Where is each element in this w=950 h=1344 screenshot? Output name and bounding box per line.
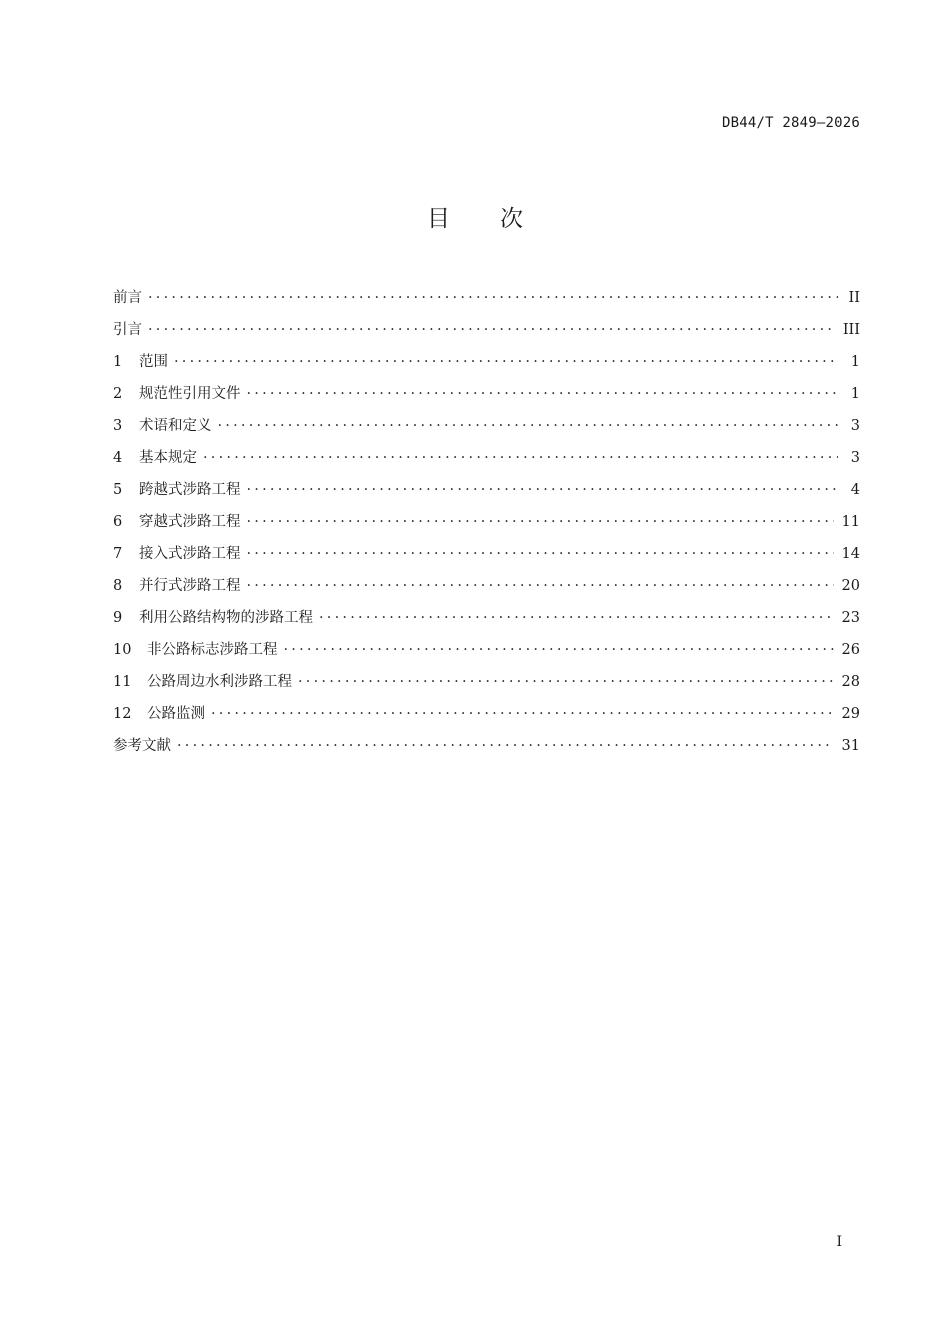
toc-leader-dots (247, 482, 839, 498)
toc-leader-dots (174, 354, 838, 370)
toc-entry-section-11[interactable] (113, 670, 860, 702)
toc-entry-number: 10 (113, 642, 132, 658)
toc-entry-label: 并行式涉路工程 (139, 578, 241, 594)
toc-entry-page: 20 (841, 578, 860, 594)
toc-entry-label: 基本规定 (139, 450, 197, 466)
toc-entry-page: 28 (841, 674, 860, 690)
table-of-contents (113, 286, 860, 766)
toc-entry-label: 跨越式涉路工程 (139, 482, 241, 498)
toc-entry-page: 29 (841, 706, 860, 722)
toc-leader-dots (148, 290, 838, 306)
toc-entry-number: 8 (113, 578, 123, 594)
toc-entry-number: 7 (113, 546, 123, 562)
toc-entry-label: 非公路标志涉路工程 (147, 642, 278, 658)
toc-entry-page: 1 (850, 354, 860, 370)
toc-entry-bibliography[interactable] (113, 734, 860, 766)
toc-entry-number: 12 (113, 706, 132, 722)
toc-entry-page: 14 (841, 546, 860, 562)
toc-entry-page: II (848, 290, 860, 306)
toc-entry-label: 穿越式涉路工程 (139, 514, 241, 530)
toc-leader-dots (247, 578, 834, 594)
toc-entry-section-8[interactable] (113, 574, 860, 606)
toc-leader-dots (218, 418, 839, 434)
toc-entry-page: 1 (850, 386, 860, 402)
toc-entry-label: 公路周边水利涉路工程 (147, 674, 292, 690)
toc-entry-number: 11 (113, 674, 132, 690)
toc-entry-label: 引言 (113, 322, 142, 338)
toc-entry-label: 接入式涉路工程 (139, 546, 241, 562)
toc-entry-section-10[interactable] (113, 638, 860, 670)
toc-entry-section-2[interactable] (113, 382, 860, 414)
toc-entry-page: III (842, 322, 860, 338)
toc-leader-dots (319, 610, 834, 626)
toc-entry-number: 6 (113, 514, 123, 530)
toc-entry-introduction[interactable] (113, 318, 860, 350)
toc-leader-dots (177, 738, 834, 754)
toc-entry-number: 1 (113, 354, 123, 370)
toc-entry-label: 规范性引用文件 (139, 386, 241, 402)
toc-leader-dots (298, 674, 834, 690)
toc-entry-section-12[interactable] (113, 702, 860, 734)
toc-entry-page: 26 (841, 642, 860, 658)
toc-entry-section-3[interactable] (113, 414, 860, 446)
toc-entry-number: 5 (113, 482, 123, 498)
standard-code: DB44/T 2849—2026 (721, 115, 860, 131)
toc-entry-section-9[interactable] (113, 606, 860, 638)
toc-entry-page: 31 (841, 738, 860, 754)
toc-leader-dots (247, 386, 839, 402)
toc-entry-number: 4 (113, 450, 123, 466)
toc-entry-section-4[interactable] (113, 446, 860, 478)
toc-entry-section-7[interactable] (113, 542, 860, 574)
toc-leader-dots (211, 706, 834, 722)
toc-entry-number: 3 (113, 418, 123, 434)
toc-entry-number: 2 (113, 386, 123, 402)
toc-entry-label: 公路监测 (147, 706, 205, 722)
toc-leader-dots (203, 450, 838, 466)
toc-entry-page: 3 (850, 450, 860, 466)
toc-entry-label: 前言 (113, 290, 142, 306)
toc-entry-label: 范围 (139, 354, 168, 370)
toc-title: 目次 (427, 206, 573, 232)
toc-entry-page: 3 (850, 418, 860, 434)
toc-entry-section-1[interactable] (113, 350, 860, 382)
toc-leader-dots (247, 514, 834, 530)
toc-entry-label: 参考文献 (113, 738, 171, 754)
toc-entry-page: 4 (850, 482, 860, 498)
toc-leader-dots (284, 642, 834, 658)
toc-leader-dots (148, 322, 835, 338)
toc-leader-dots (247, 546, 834, 562)
toc-entry-label: 术语和定义 (139, 418, 212, 434)
toc-entry-section-6[interactable] (113, 510, 860, 542)
toc-entry-label: 利用公路结构物的涉路工程 (139, 610, 313, 626)
toc-entry-foreword[interactable] (113, 286, 860, 318)
toc-entry-page: 23 (841, 610, 860, 626)
toc-entry-number: 9 (113, 610, 123, 626)
toc-entry-page: 11 (841, 514, 860, 530)
toc-entry-section-5[interactable] (113, 478, 860, 510)
page-number: I (836, 1234, 842, 1250)
